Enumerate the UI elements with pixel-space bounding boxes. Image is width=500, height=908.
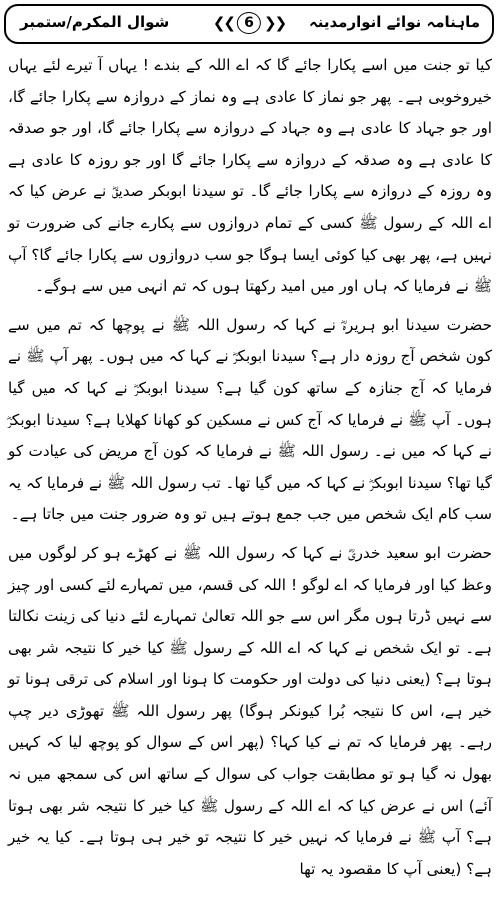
paragraph: حضرت سیدنا ابو ہریرہؓ نے کہا کہ رسول اللہ ﷺ نے پوچھا کہ تم میں سے کون شخص آج روزہ دار ہے؟ سیدنا ابوبکرؓ نے کہا کہ میں ہوں۔ پھر آپ ﷺ نے فرمایا کہ آج جنازہ کے ساتھ کون گیا ہے؟ سیدنا ابوبکرؓ نے کہا کہ میں گیا ہوں۔ آپ ﷺ نے فرمایا کہ آج کس نے مسکین کو کھانا کھلایا ہے؟ سیدنا ابوبکرؓ نے کہا کہ میں نے۔ رسول اللہ ﷺ نے فرمایا کہ کون آج مریض کی عیادت کو گیا تھا؟ سیدنا ابوبکرؓ نے کہا کہ میں گیا تھا۔ تب رسول اللہ ﷺ نے فرمایا کہ یہ سب کام ایک شخص میں جب جمع ہوتے ہیں تو وہ ضرور جنت میں جاتا ہے۔ <box>8 315 492 524</box>
article-body <box>8 50 492 892</box>
page-number-badge <box>213 12 285 34</box>
left-ornament-icon: ❮❮ <box>212 14 234 32</box>
paragraph: حضرت ابو سعید خدریؓ نے کہا کہ رسول اللہ ﷺ نے کھڑے ہو کر لوگوں میں وعظ کیا اور فرمایا کہ اے لوگو ! اللہ کی قسم، میں تمہارے لئے کسی اور چیز سے نہیں ڈرتا ہوں مگر اس سے جو اللہ تعالیٰ تمہارے لئے دنیا کی زینت نکالتا ہے۔ تو ایک شخص نے کہا کہ اے اللہ کے رسول ﷺ کیا خیر کا نتیجہ شر بھی ہوتا ہے؟ (یعنی دنیا کی دولت اور حکومت کا ہونا اور اسلام کی ترقی ہونا تو خیر ہے، اس کا نتیجہ بُرا کیونکر ہوگا) پھر رسول اللہ ﷺ تھوڑی دیر چپ رہے۔ پھر فرمایا کہ تم نے کیا کہا؟ (پھر اس کے سوال کو پوچھ لیا کہ کہیں بھول نہ گیا ہو تو مطابقت جواب کی سوال کے ساتھ اس کی سمجھ میں نہ آئے) اس نے عرض کیا کہ اے اللہ کے رسول ﷺ کیا خیر کا نتیجہ شر بھی ہوتا ہے؟ آپ ﷺ نے فرمایا کہ نہیں خیر کا نتیجہ تو خیر ہی ہوتا ہے۔ کیا یہ خیر ہے؟ (یعنی آپ کا مقصود یہ تھا <box>8 543 492 878</box>
issue-month: شوال المکرم/ستمبر <box>20 13 170 31</box>
magazine-name: ماہنامہ نوائے انوارمدینہ <box>308 13 480 31</box>
page-number: 6 <box>237 12 261 34</box>
page-header <box>4 4 494 44</box>
right-ornament-icon: ❯❯ <box>264 14 286 32</box>
paragraph: کیا تو جنت میں اسے پکارا جائے گا کہ اے اللہ کے بندے ! یہاں آ تیرے لئے یہاں خیروخوبی ہے۔ پھر جو نماز کا عادی ہے وہ نماز کے دروازہ سے پکارا جائے گا، اور جو جہاد کا عادی ہے وہ جہاد کے دروازہ سے پکارا جائے گا، اور جو صدقہ کا عادی ہے وہ صدقہ کے دروازہ سے پکارا جائے گا اور جو روزہ کا عادی ہے وہ روزہ کے دروازہ سے پکارا جائے گا۔ تو سیدنا ابوبکر صدیقؓ نے عرض کیا کہ اے اللہ کے رسول ﷺ کسی کے تمام دروازوں سے پکارے جانے کی ضرورت تو نہیں ہے، پھر بھی کیا کوئی ایسا ہوگا جو سب دروازوں سے پکارا جائے گا؟ آپ ﷺ نے فرمایا کہ ہاں اور میں امید رکھتا ہوں کہ تم انہی میں سے ہوگے۔ <box>8 56 492 296</box>
